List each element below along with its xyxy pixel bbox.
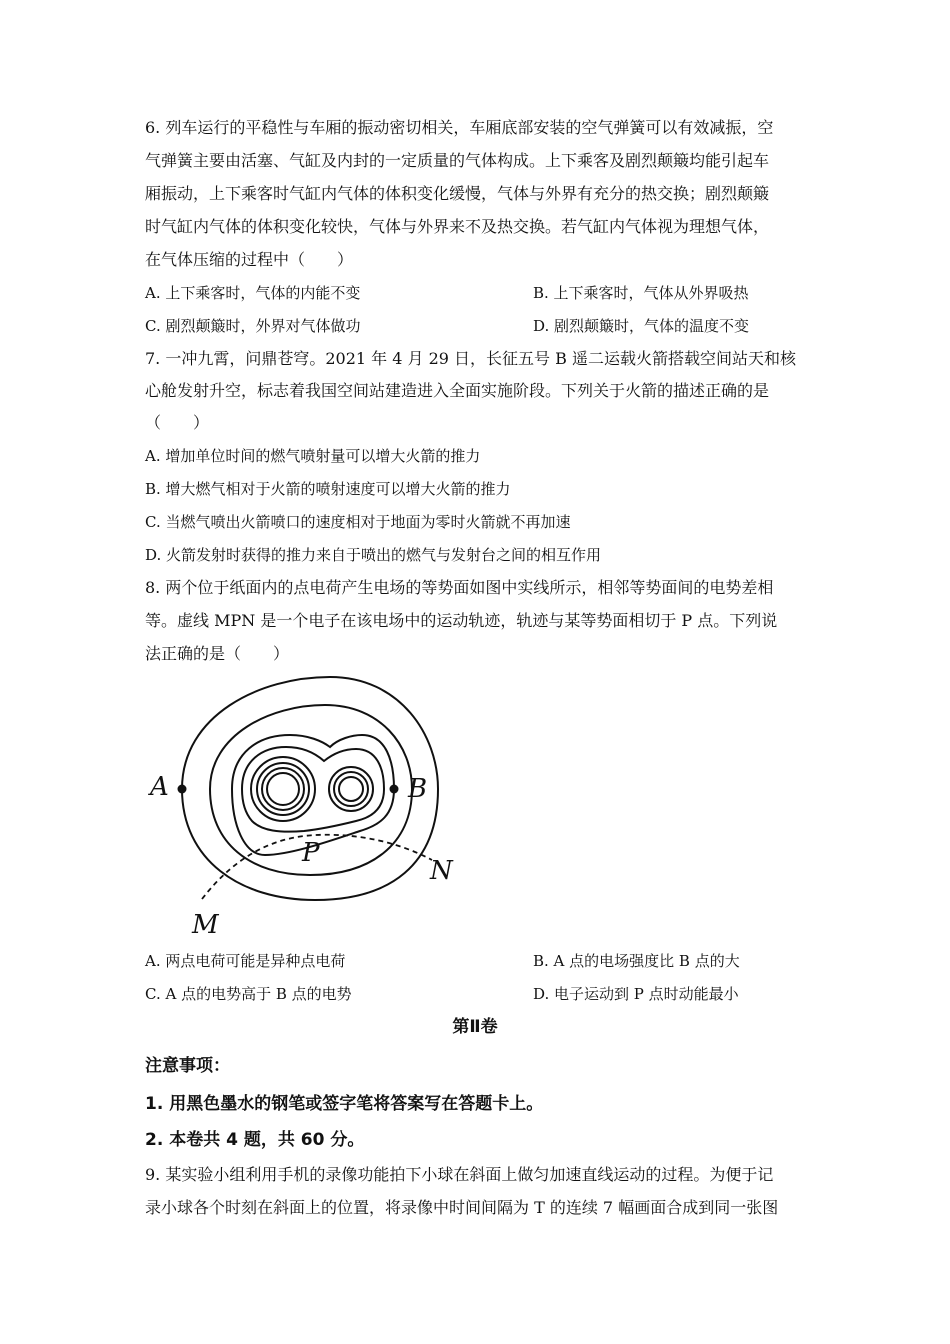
equipotential-diagram (140, 665, 480, 945)
q7-line-3: （ ） (145, 413, 210, 432)
q6-option-c: C. 剧烈颠簸时，外界对气体做功 (145, 317, 361, 335)
q7-option-b: B. 增大燃气相对于火箭的喷射速度可以增大火箭的推力 (145, 480, 511, 498)
left-charge-ring-3 (262, 768, 304, 810)
q6-line-5: 在气体压缩的过程中（ ） (145, 250, 354, 269)
q8-option-b: B. A 点的电场强度比 B 点的大 (533, 952, 740, 970)
part2-title: 第Ⅱ卷 (452, 1017, 498, 1037)
q6-option-a: A. 上下乘客时，气体的内能不变 (145, 284, 361, 302)
label-p: P (302, 838, 320, 868)
q6-option-b: B. 上下乘客时，气体从外界吸热 (533, 284, 749, 302)
q9-line-2: 录小球各个时刻在斜面上的位置，将录像中时间间隔为 T 的连续 7 幅画面合成到同一张图 (145, 1198, 779, 1217)
q9-line-1: 9. 某实验小组利用手机的录像功能拍下小球在斜面上做匀加速直线运动的过程。为便于记 (145, 1165, 774, 1184)
label-m: M (192, 910, 219, 940)
right-charge-ring-3 (339, 777, 363, 801)
q6-line-1: 6. 列车运行的平稳性与车厢的振动密切相关，车厢底部安装的空气弹簧可以有效减振，空 (145, 118, 774, 137)
q7-line-2: 心舱发射升空，标志着我国空间站建造进入全面实施阶段。下列关于火箭的描述正确的是 (145, 381, 770, 400)
right-charge-ring-1 (329, 767, 373, 811)
label-b: B (408, 774, 428, 804)
q7-line-1: 7. 一冲九霄，问鼎苍穹。2021 年 4 月 29 日，长征五号 B 遥二运载火箭搭载空间站天和核 (145, 349, 796, 368)
notice-item-1: 1. 用黑色墨水的钢笔或签字笔将答案写在答题卡上。 (145, 1094, 544, 1114)
q7-option-c: C. 当燃气喷出火箭喷口的速度相对于地面为零时火箭就不再加速 (145, 513, 571, 531)
q8-line-1: 8. 两个位于纸面内的点电荷产生电场的等势面如图中实线所示，相邻等势面间的电势差相 (145, 578, 774, 597)
left-charge-ring-1 (251, 757, 315, 821)
q8-option-c: C. A 点的电势高于 B 点的电势 (145, 985, 352, 1003)
point-b-dot (390, 785, 399, 794)
label-a: A (150, 772, 169, 802)
q7-option-a: A. 增加单位时间的燃气喷射量可以增大火箭的推力 (145, 447, 481, 465)
left-charge-ring-4 (267, 773, 299, 805)
q6-line-4: 时气缸内气体的体积变化较快，气体与外界来不及热交换。若气缸内气体视为理想气体， (145, 217, 770, 236)
label-n: N (430, 856, 453, 886)
left-charge-ring-2 (257, 763, 309, 815)
q6-option-d: D. 剧烈颠簸时，气体的温度不变 (533, 317, 750, 335)
q7-option-d: D. 火箭发射时获得的推力来自于喷出的燃气与发射台之间的相互作用 (145, 546, 602, 564)
q6-line-2: 气弹簧主要由活塞、气缸及内封的一定质量的气体构成。上下乘客及剧烈颠簸均能引起车 (145, 151, 770, 170)
notice-title: 注意事项： (145, 1056, 230, 1076)
q6-line-3: 厢振动，上下乘客时气缸内气体的体积变化缓慢，气体与外界有充分的热交换；剧烈颠簸 (145, 184, 770, 203)
point-a-dot (178, 785, 187, 794)
equipotential-figure (140, 665, 480, 945)
q8-option-d: D. 电子运动到 P 点时动能最小 (533, 985, 739, 1003)
notice-item-2: 2. 本卷共 4 题，共 60 分。 (145, 1130, 365, 1150)
q8-line-3: 法正确的是（ ） (145, 644, 290, 663)
q8-option-a: A. 两点电荷可能是异种点电荷 (145, 952, 346, 970)
q8-line-2: 等。虚线 MPN 是一个电子在该电场中的运动轨迹，轨迹与某等势面相切于 P 点。下列说 (145, 611, 778, 630)
